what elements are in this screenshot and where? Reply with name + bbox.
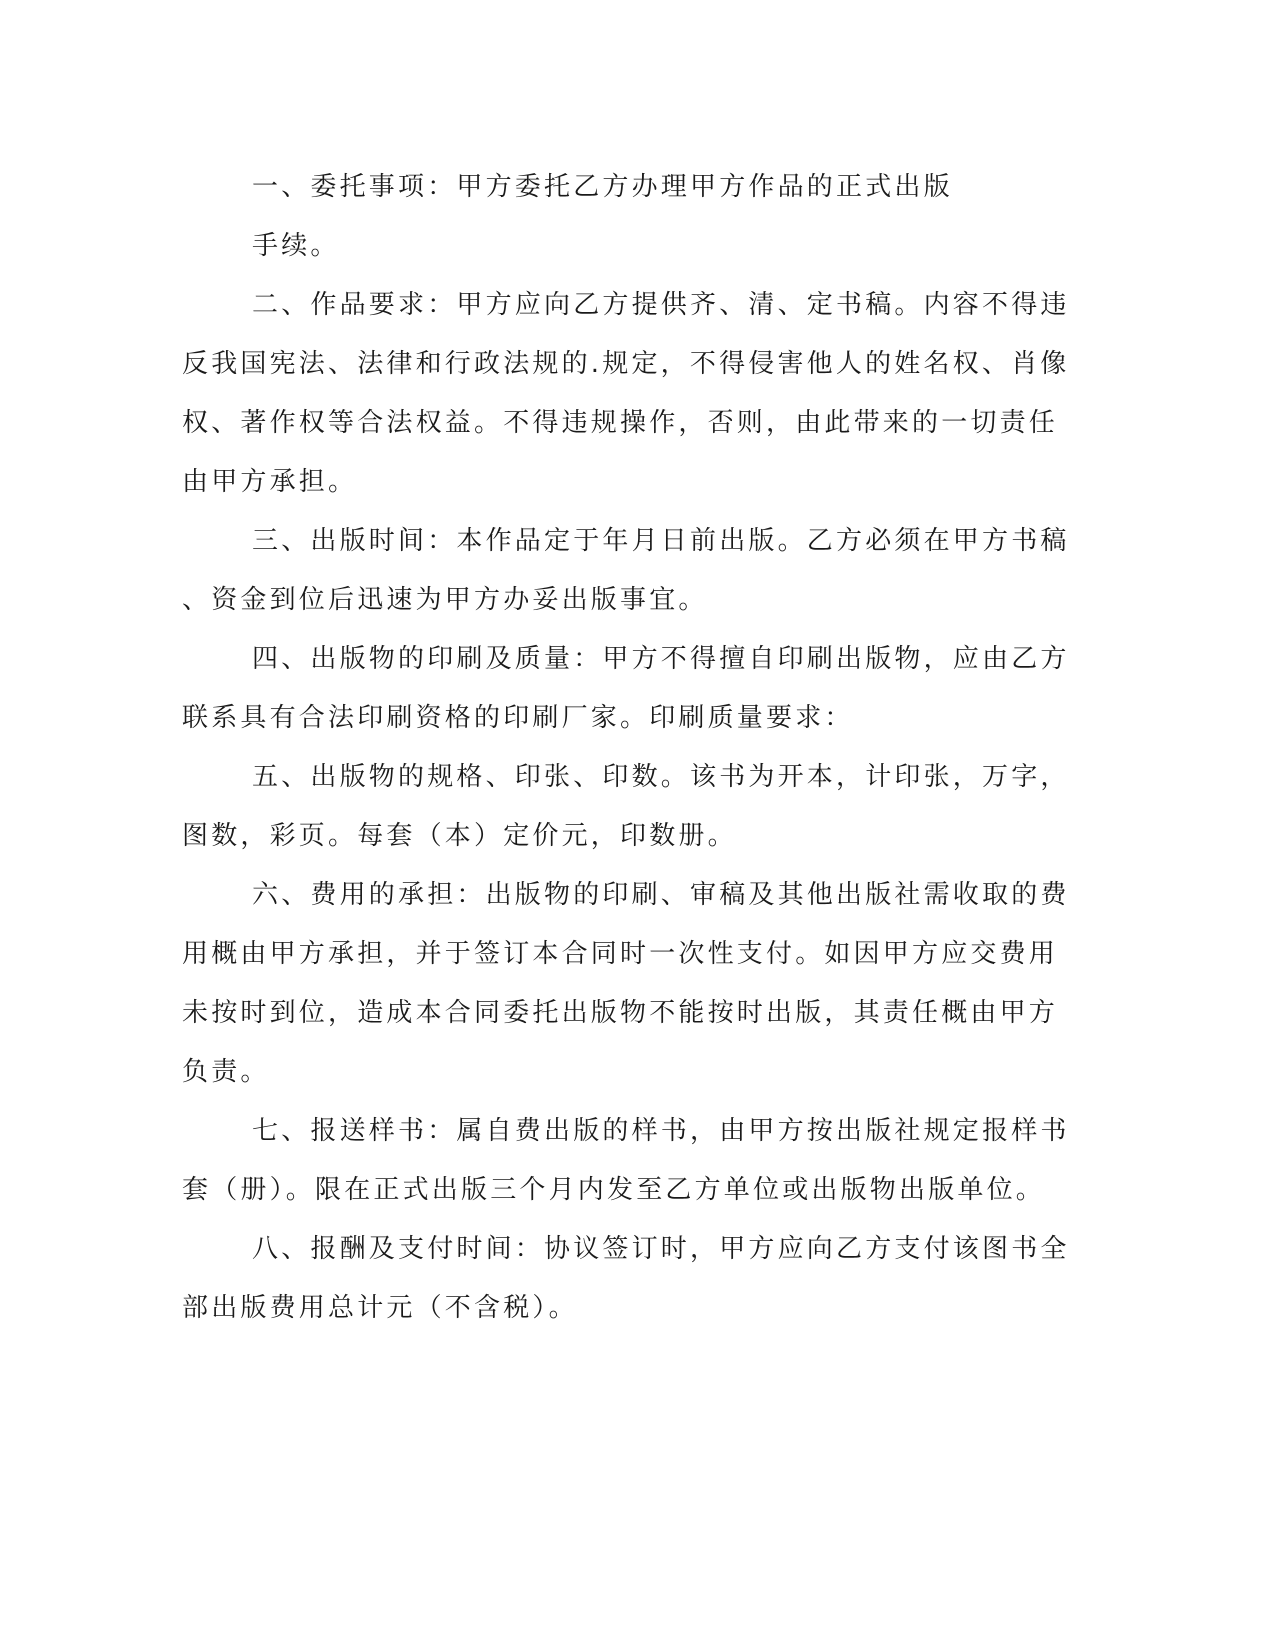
clause-3-line-2: 、资金到位后迅速为甲方办妥出版事宜。: [182, 585, 708, 615]
clause-4-line-2: 联系具有合法印刷资格的印刷厂家。印刷质量要求：: [182, 703, 854, 733]
clause-2-line-2: 反我国宪法、法律和行政法规的.规定，不得侵害他人的姓名权、肖像: [182, 349, 1070, 379]
clause-3-line-1: 三、出版时间：本作品定于年月日前出版。乙方必须在甲方书稿: [252, 526, 1070, 556]
clause-5-line-2: 图数，彩页。每套（本）定价元，印数册。: [182, 821, 737, 851]
clause-1-line-2: 手续。: [252, 231, 340, 261]
clause-5-line-1: 五、出版物的规格、印张、印数。该书为开本，计印张，万字，: [252, 762, 1070, 792]
clause-6-line-3: 未按时到位，造成本合同委托出版物不能按时出版，其责任概由甲方: [182, 998, 1059, 1028]
clause-7-line-1: 七、报送样书：属自费出版的样书，由甲方按出版社规定报样书: [252, 1116, 1070, 1146]
clause-2-line-1: 二、作品要求：甲方应向乙方提供齐、清、定书稿。内容不得违: [252, 290, 1070, 320]
clause-2-line-3: 权、著作权等合法权益。不得违规操作，否则，由此带来的一切责任: [182, 408, 1059, 438]
clause-6-line-1: 六、费用的承担：出版物的印刷、审稿及其他出版社需收取的费: [252, 880, 1070, 910]
clause-7-line-2: 套（册）。限在正式出版三个月内发至乙方单位或出版物出版单位。: [182, 1175, 1046, 1205]
clause-6-line-4: 负责。: [182, 1057, 270, 1087]
clause-1-line-1: 一、委托事项：甲方委托乙方办理甲方作品的正式出版: [252, 172, 953, 202]
clause-8-line-1: 八、报酬及支付时间：协议签订时，甲方应向乙方支付该图书全: [252, 1234, 1070, 1264]
clause-2-line-4: 由甲方承担。: [182, 467, 358, 497]
contract-body: [182, 158, 1082, 1338]
clause-4-line-1: 四、出版物的印刷及质量：甲方不得擅自印刷出版物，应由乙方: [252, 644, 1070, 674]
clause-8-line-2: 部出版费用总计元（不含税）。: [182, 1293, 578, 1323]
clause-6-line-2: 用概由甲方承担，并于签订本合同时一次性支付。如因甲方应交费用: [182, 939, 1059, 969]
